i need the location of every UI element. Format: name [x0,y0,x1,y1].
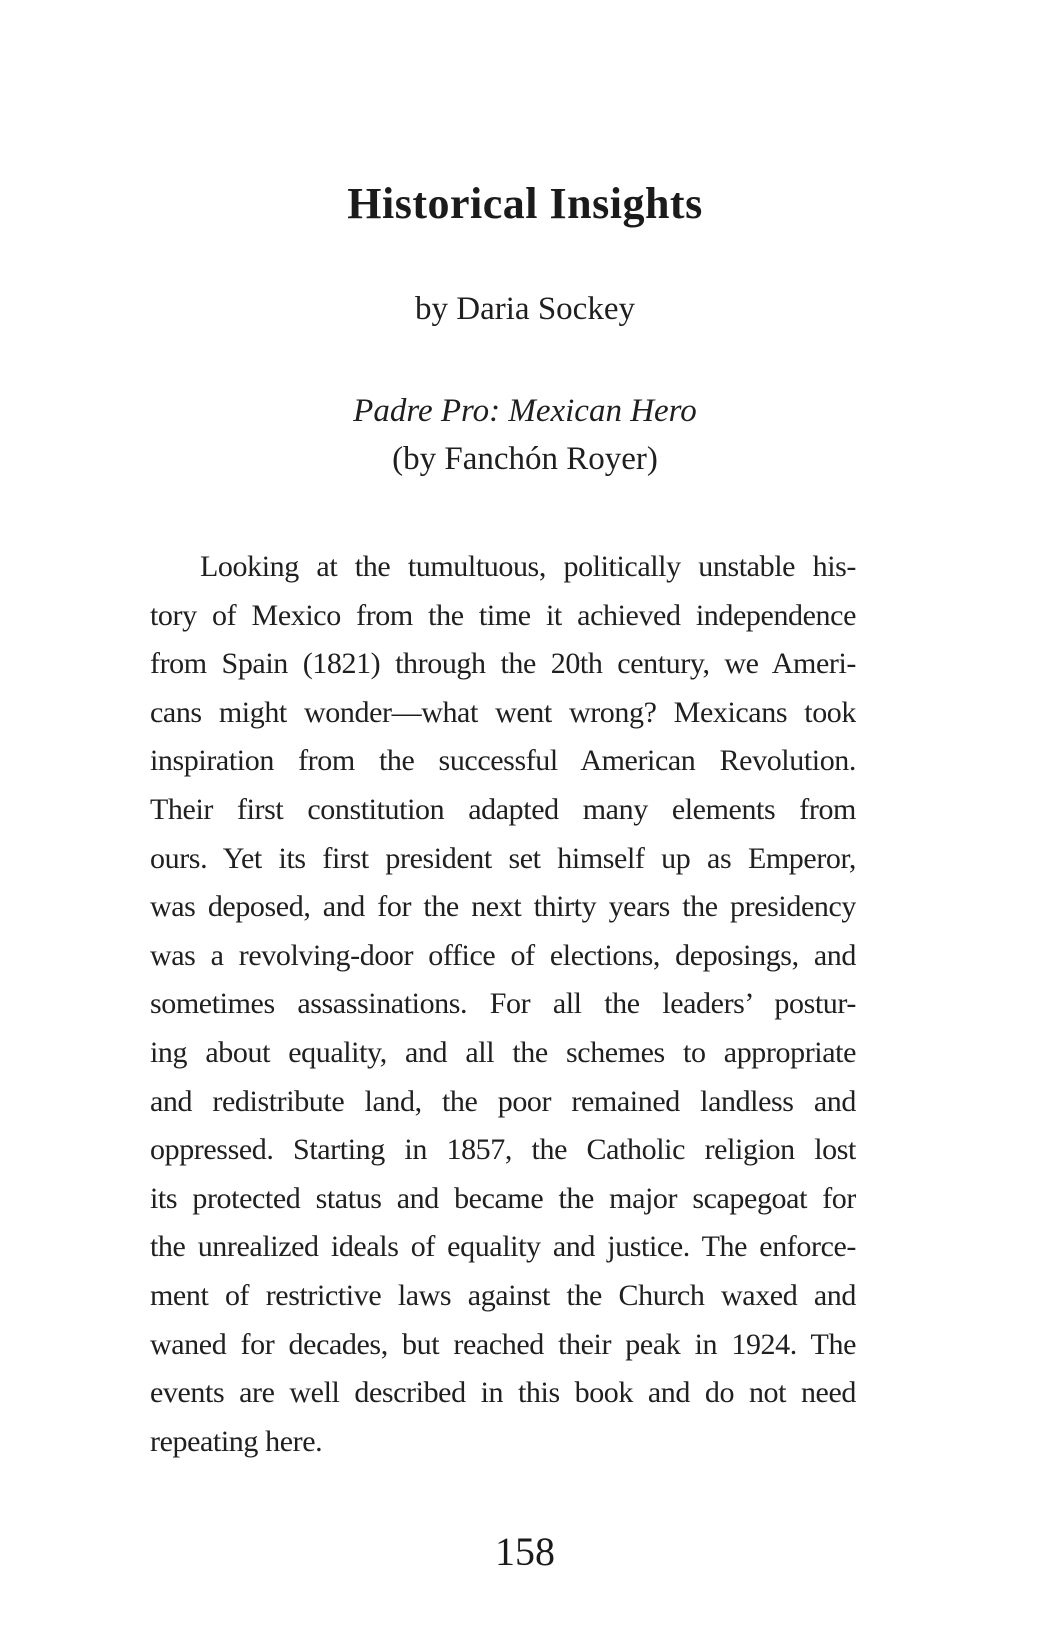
reviewed-book-title: Padre Pro: Mexican Hero [353,393,697,429]
body-line: sometimes assassinations. For all the leaders’ postur- [150,987,856,1021]
body-line: was a revolving-door office of elections, deposings, and [150,938,856,972]
body-line: and redistribute land, the poor remained landless and [150,1084,856,1118]
body-line: tory of Mexico from the time it achieved independence [150,598,856,632]
body-line: oppressed. Starting in 1857, the Catholic religion lost [150,1133,856,1167]
body-line: from Spain (1821) through the 20th century, we Ameri- [150,647,856,681]
body-line: Looking at the tumultuous, politically unstable his- [200,550,856,583]
body-paragraph [150,543,856,1466]
body-line: ours. Yet its first president set himself up as Emperor, [150,841,856,875]
body-line: was deposed, and for the next thirty years the presidency [150,890,856,924]
page-title: Historical Insights [347,179,703,228]
body-line: cans might wonder—what went wrong? Mexicans took [150,695,856,729]
body-line: ing about equality, and all the schemes to appropriate [150,1035,856,1069]
body-line: waned for decades, but reached their peak in 1924. The [150,1327,856,1361]
body-line: repeating here. [150,1424,323,1458]
body-line: ment of restrictive laws against the Church waxed and [150,1278,856,1312]
body-line: the unrealized ideals of equality and justice. The enforce- [150,1230,856,1264]
body-line: Their first constitution adapted many elements from [150,792,856,826]
body-line: inspiration from the successful American Revolution. [150,744,856,778]
page-number: 158 [495,1529,555,1574]
body-line: events are well described in this book and do not need [150,1376,856,1410]
reviewed-book-author: (by Fanchón Royer) [392,441,658,477]
byline: by Daria Sockey [415,291,635,327]
body-line: its protected status and became the major scapegoat for [150,1181,856,1215]
